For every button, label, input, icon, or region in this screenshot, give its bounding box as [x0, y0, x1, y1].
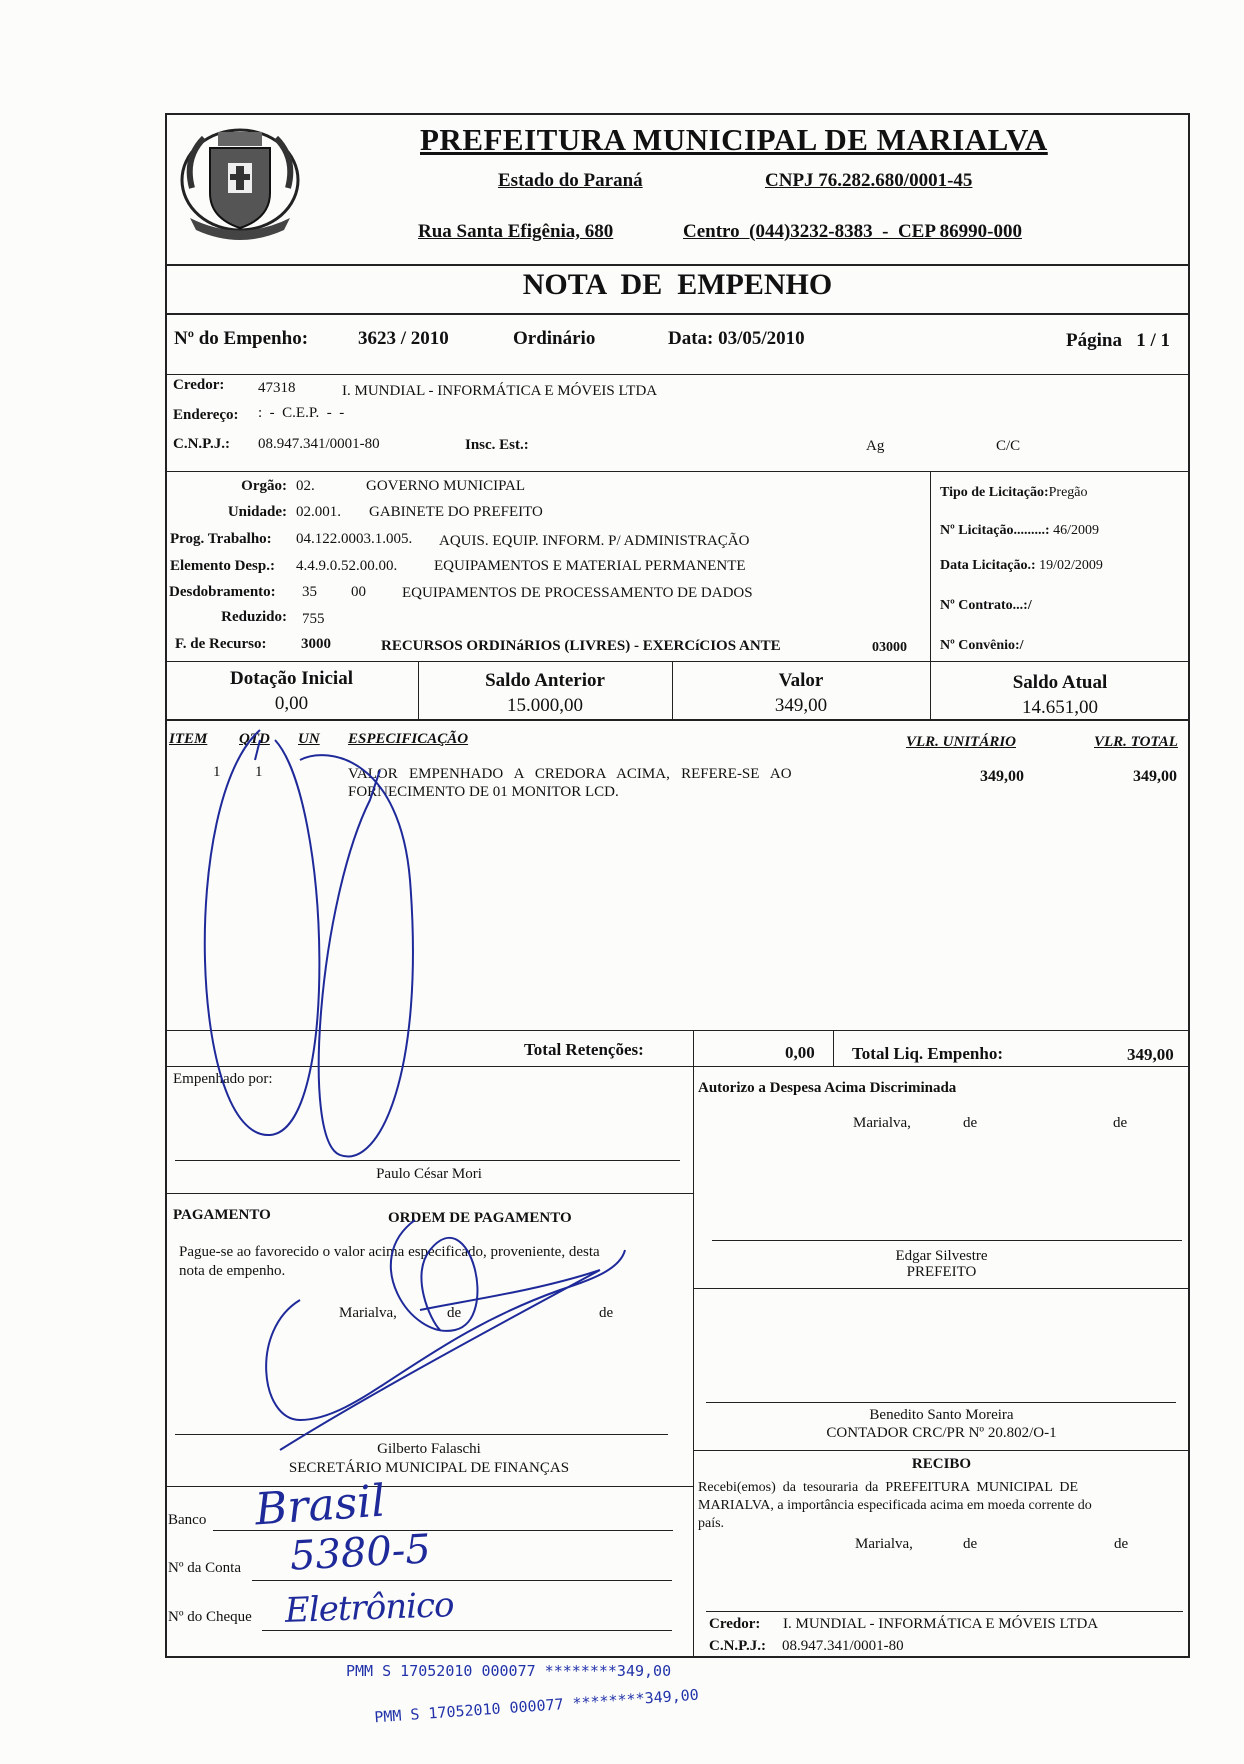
pagamento-label: PAGAMENTO	[173, 1207, 271, 1223]
credor-cnpj: 08.947.341/0001-80	[258, 436, 380, 452]
conta-handwritten: 5380-5	[288, 1526, 432, 1580]
recibo-credor-name: I. MUNDIAL - INFORMÁTICA E MÓVEIS LTDA	[783, 1616, 1099, 1632]
ag-label: Ag	[866, 438, 885, 454]
row-spec-line2: FORNECIMENTO DE 01 MONITOR LCD.	[348, 784, 619, 800]
credor-label: Credor:	[173, 377, 225, 393]
credor-code: 47318	[258, 380, 296, 396]
saldo-anterior-value: 15.000,00	[507, 695, 583, 716]
endereco-label: Endereço:	[173, 407, 239, 423]
elemento-label: Elemento Desp.:	[170, 558, 275, 574]
row-qtd: 1	[255, 764, 263, 780]
secretario-role: SECRETÁRIO MUNICIPAL DE FINANÇAS	[288, 1460, 570, 1476]
stamp-line2: PMM S 17052010 000077 ********349,00	[373, 1685, 700, 1727]
prefeito-role: PREFEITO	[906, 1264, 977, 1280]
saldo-atual-value: 14.651,00	[1022, 697, 1098, 718]
autorizo-de1: de	[963, 1115, 978, 1131]
row-spec-line1: VALOR EMPENHADO A CREDORA ACIMA, REFERE-SE AO	[348, 766, 792, 782]
pagamento-text-line2: nota de empenho.	[179, 1263, 286, 1279]
saldo-anterior-label: Saldo Anterior	[485, 670, 605, 691]
recibo-credor-label: Credor:	[709, 1616, 761, 1632]
prefeito-signer: Edgar Silvestre	[895, 1248, 988, 1264]
empenho-type: Ordinário	[513, 328, 596, 349]
recibo-cnpj: 08.947.341/0001-80	[782, 1638, 904, 1654]
recibo-de2: de	[1114, 1536, 1129, 1552]
desdobramento-code2: 00	[351, 584, 366, 600]
row-unit-value: 349,00	[980, 768, 1024, 785]
dotacao-inicial-label: Dotação Inicial	[230, 668, 353, 689]
unidade-code: 02.001.	[296, 504, 341, 520]
conta-label: Nº da Conta	[168, 1560, 241, 1576]
col-unit: VLR. UNITÁRIO	[906, 734, 1017, 750]
liq-empenho-label: Total Liq. Empenho:	[852, 1044, 1003, 1063]
contador-role: CONTADOR CRC/PR Nº 20.802/O-1	[826, 1425, 1057, 1441]
header-street: Rua Santa Efigênia, 680	[418, 221, 614, 242]
desdobramento-label: Desdobramento:	[169, 584, 276, 600]
cc-label: C/C	[996, 438, 1021, 454]
contrato-label: Nº Contrato...:/	[940, 598, 1032, 613]
document-title: NOTA DE EMPENHO	[522, 268, 833, 301]
header-cnpj: CNPJ 76.282.680/0001-45	[765, 170, 973, 191]
recibo-city: Marialva,	[855, 1536, 913, 1552]
col-qtd: QTD	[239, 731, 270, 747]
prog-name: AQUIS. EQUIP. INFORM. P/ ADMINISTRAÇÃO	[439, 533, 750, 549]
empenhado-label: Empenhado por:	[173, 1071, 273, 1087]
orgao-label: Orgão:	[241, 478, 287, 494]
pagamento-city: Marialva,	[339, 1305, 397, 1321]
pagamento-de2: de	[599, 1305, 614, 1321]
endereco-value: : - C.E.P. - -	[258, 405, 345, 421]
cheque-handwritten: Eletrônico	[284, 1585, 455, 1631]
liq-empenho-value: 349,00	[1127, 1045, 1174, 1064]
licitacao-tipo-label: Tipo de Licitação:Pregão	[940, 485, 1088, 500]
row-total-value: 349,00	[1133, 768, 1177, 785]
orgao-name: GOVERNO MUNICIPAL	[366, 478, 526, 494]
elemento-code: 4.4.9.0.52.00.00.	[296, 558, 398, 574]
insc-est-label: Insc. Est.:	[465, 437, 529, 453]
row-item: 1	[213, 764, 221, 780]
empenhado-signer: Paulo César Mori	[376, 1166, 482, 1182]
desdobramento-code1: 35	[302, 584, 317, 600]
recurso-label: F. de Recurso:	[175, 636, 267, 652]
elemento-name: EQUIPAMENTOS E MATERIAL PERMANENTE	[434, 558, 746, 574]
dotacao-inicial-value: 0,00	[274, 693, 309, 714]
desdobramento-name: EQUIPAMENTOS DE PROCESSAMENTO DE DADOS	[402, 585, 753, 601]
valor-label: Valor	[778, 670, 824, 691]
credor-name: I. MUNDIAL - INFORMÁTICA E MÓVEIS LTDA	[342, 383, 658, 399]
recurso-code2: 03000	[872, 640, 907, 655]
empenho-number-label: Nº do Empenho:	[174, 328, 309, 349]
reduzido-value: 755	[302, 611, 325, 627]
autorizo-city: Marialva,	[853, 1115, 911, 1131]
autorizo-label: Autorizo a Despesa Acima Discriminada	[698, 1080, 957, 1096]
header-state: Estado do Paraná	[498, 170, 643, 191]
prog-code: 04.122.0003.1.005.	[296, 531, 413, 547]
col-total: VLR. TOTAL	[1094, 734, 1178, 750]
prog-label: Prog. Trabalho:	[170, 531, 272, 547]
header-title: PREFEITURA MUNICIPAL DE MARIALVA	[420, 122, 1048, 157]
ordem-pagamento-label: ORDEM DE PAGAMENTO	[388, 1210, 572, 1226]
empenho-date: Data: 03/05/2010	[668, 328, 805, 349]
licitacao-data-label: Data Licitação.: 19/02/2009	[940, 558, 1103, 573]
secretario-signer: Gilberto Falaschi	[377, 1441, 481, 1457]
banco-handwritten: Brasil	[253, 1475, 387, 1536]
recibo-title: RECIBO	[911, 1456, 972, 1472]
col-item: ITEM	[169, 731, 208, 747]
banco-label: Banco	[168, 1512, 207, 1528]
autorizo-de2: de	[1113, 1115, 1128, 1131]
col-un: UN	[298, 731, 320, 747]
orgao-code: 02.	[296, 478, 315, 494]
recibo-de1: de	[963, 1536, 978, 1552]
recibo-text-line1: Recebi(emos) da tesouraria da PREFEITURA MUNICIPAL DE	[698, 1480, 1079, 1495]
cheque-label: Nº do Cheque	[168, 1609, 252, 1625]
unidade-name: GABINETE DO PREFEITO	[369, 504, 543, 520]
unidade-label: Unidade:	[227, 504, 287, 520]
saldo-atual-label: Saldo Atual	[1012, 672, 1108, 693]
retencoes-value: 0,00	[785, 1043, 815, 1062]
page-number: Página 1 / 1	[1066, 330, 1170, 351]
pagamento-text-line1: Pague-se ao favorecido o valor acima especificado, proveniente, desta	[179, 1244, 600, 1260]
retencoes-label: Total Retenções:	[524, 1040, 644, 1059]
col-spec: ESPECIFICAÇÃO	[348, 731, 469, 747]
contador-signer: Benedito Santo Moreira	[869, 1407, 1014, 1423]
stamp-line1: PMM S 17052010 000077 ********349,00	[346, 1662, 672, 1680]
empenho-number: 3623 / 2010	[358, 328, 449, 349]
reduzido-label: Reduzido:	[221, 609, 287, 625]
licitacao-numero-label: Nº Licitação.........: 46/2009	[940, 523, 1099, 538]
valor-value: 349,00	[774, 695, 828, 716]
convenio-label: Nº Convênio:/	[940, 638, 1024, 653]
pagamento-de1: de	[447, 1305, 462, 1321]
header-contact: Centro (044)3232-8383 - CEP 86990-000	[683, 221, 1022, 242]
recibo-text-line2: MARIALVA, a importância especificada acima em moeda corrente do	[698, 1498, 1092, 1513]
recibo-cnpj-label: C.N.P.J.:	[709, 1638, 766, 1654]
recurso-code: 3000	[301, 636, 331, 652]
cnpj-label: C.N.P.J.:	[173, 436, 230, 452]
recurso-name: RECURSOS ORDINáRIOS (LIVRES) - EXERCíCIOS ANTE	[381, 638, 781, 654]
recibo-text-line3: país.	[698, 1516, 725, 1531]
